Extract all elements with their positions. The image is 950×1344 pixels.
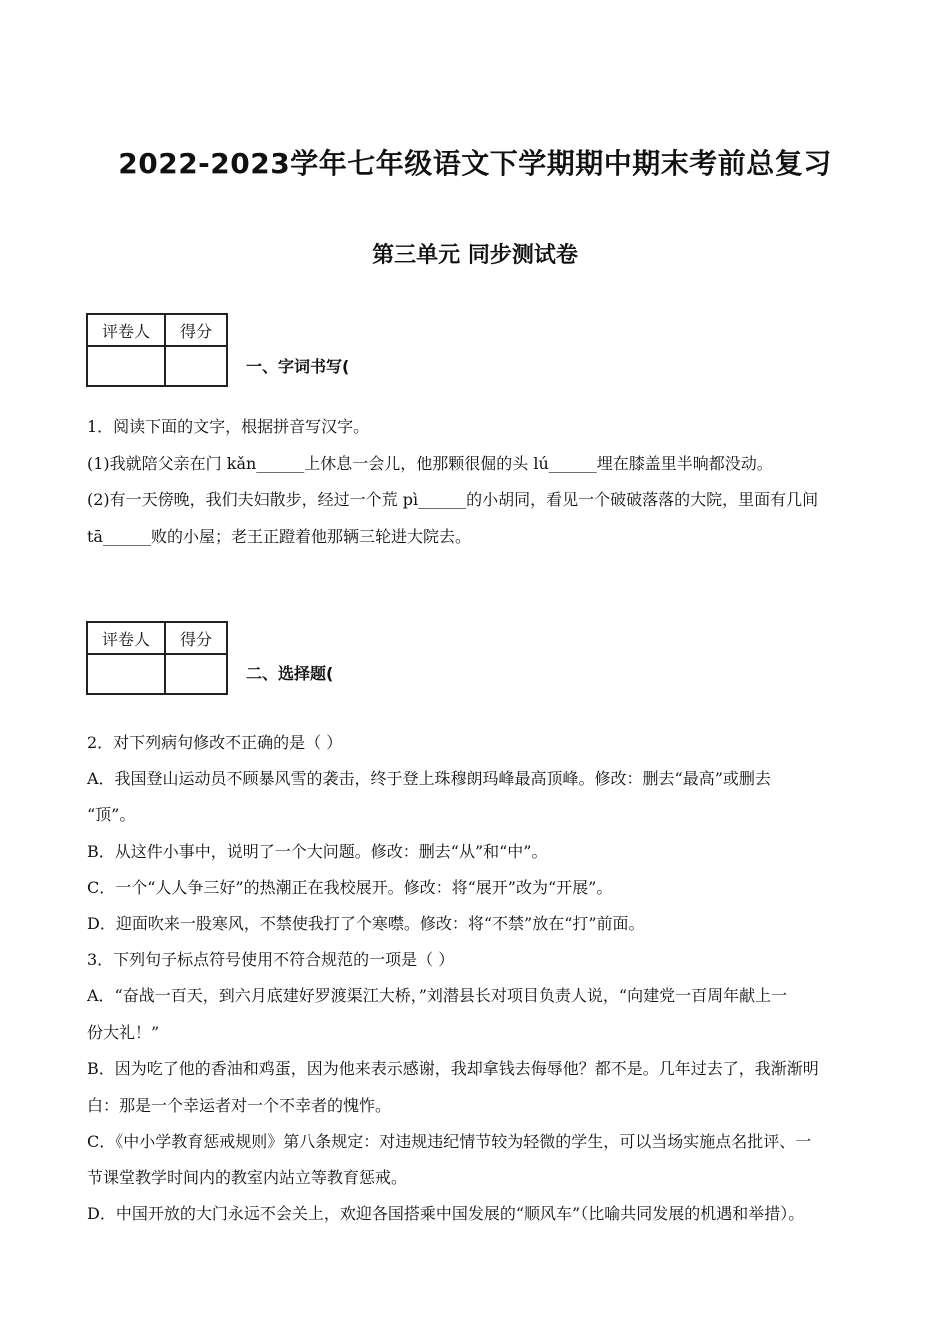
question-line: “顶”。 [87,805,136,824]
question-line: A．我国登山运动员不顾暴风雪的袭击，终于登上珠穆朗玛峰最高顶峰。修改：删去“最高”或删去 [87,769,771,788]
section-heading-2: 二、选择题( [246,664,334,683]
question-line: tā______败的小屋；老王正蹬着他那辆三轮进大院去。 [87,527,471,546]
question-line: (1)我就陪父亲在门 kǎn______上休息一会儿，他那颗很倔的头 lú______埋在膝盖里半晌都没动。 [87,454,773,473]
question-line: (2)有一天傍晚，我们夫妇散步，经过一个荒 pì______的小胡同，看见一个破破落落的大院，里面有几间 [87,490,819,509]
question-line: D．迎面吹来一股寒风，不禁使我打了个寒噤。修改：将“不禁”放在“打”前面。 [87,914,645,933]
score-cell [165,346,227,386]
score-cell [165,654,227,694]
question-line: 3．下列句子标点符号使用不符合规范的一项是（ ） [87,950,455,969]
question-line: 1．阅读下面的文字，根据拼音写汉字。 [87,417,370,436]
score-header: 得分 [165,622,227,654]
section-heading-1: 一、字词书写( [246,357,350,376]
question-line: 份大礼！” [87,1023,160,1042]
question-line: C．一个“人人争三好”的热潮正在我校展开。修改：将“展开”改为“开展”。 [87,878,613,897]
question-line: C．《中小学教育惩戒规则》第八条规定：对违规违纪情节较为轻微的学生，可以当场实施点名批评、一 [87,1132,812,1151]
document-title: 2022-2023学年七年级语文下学期期中期末考前总复习 [118,147,832,180]
question-line: 白：那是一个幸运者对一个不幸者的愧怍。 [87,1096,392,1115]
question-line: B．从这件小事中，说明了一个大问题。修改：删去“从”和“中”。 [87,842,548,861]
reviewer-cell [87,654,165,694]
reviewer-header: 评卷人 [87,314,165,346]
score-table-1 [86,313,228,387]
reviewer-header: 评卷人 [87,622,165,654]
question-line: B．因为吃了他的香油和鸡蛋，因为他来表示感谢，我却拿钱去侮辱他？都不是。几年过去了，我渐渐明 [87,1059,819,1078]
question-line: A．“奋战一百天，到六月底建好罗渡渠江大桥，”刘潜县长对项目负责人说，“向建党一百周年献上一 [87,986,788,1005]
score-table-2 [86,621,228,695]
question-line: 2．对下列病句修改不正确的是（ ） [87,733,343,752]
score-header: 得分 [165,314,227,346]
question-line: 节课堂教学时间内的教室内站立等教育惩戒。 [87,1168,408,1187]
reviewer-cell [87,346,165,386]
document-subtitle: 第三单元 同步测试卷 [372,243,578,268]
question-line: D．中国开放的大门永远不会关上，欢迎各国搭乘中国发展的“顺风车”（比喻共同发展的机遇和举措）。 [87,1204,805,1223]
